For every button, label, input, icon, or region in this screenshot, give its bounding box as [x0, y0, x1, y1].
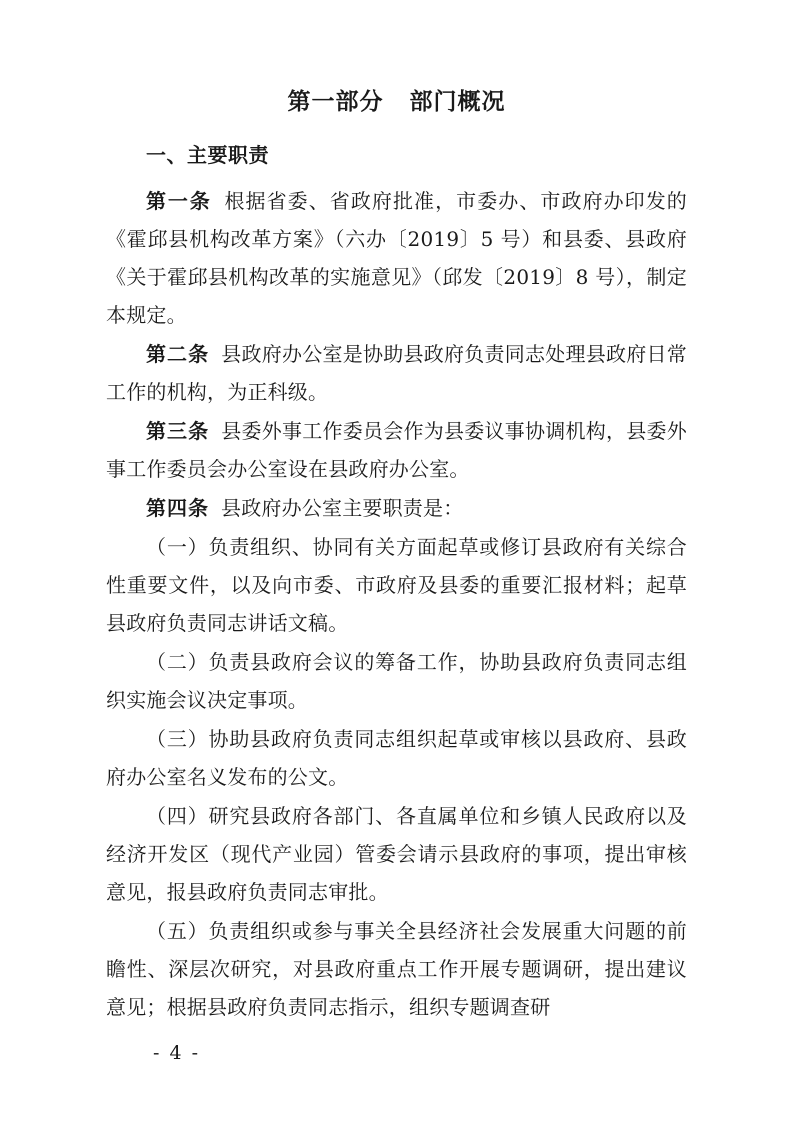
- paragraph-text-4: 县政府办公室主要职责是：: [221, 496, 464, 521]
- paragraph-article-3: [106, 412, 687, 488]
- title-name-label: 部门概况: [409, 88, 506, 115]
- paragraph-item-3: （三）协助县政府负责同志组织起草或审核以县政府、县政府办公室名义发布的公文。: [106, 727, 687, 790]
- section-heading: 一、主要职责: [146, 143, 269, 168]
- paragraph-text-1: 根据省委、省政府批准，市委办、市政府办印发的《霍邱县机构改革方案》（六办〔2019〕5 号）和县委、县政府《关于霍邱县机构改革的实施意见》（邱发〔2019〕8 号），制定本规定。: [106, 189, 687, 328]
- page-title: [106, 86, 687, 118]
- article-label-1: 第一条: [146, 189, 212, 214]
- article-label-2: 第二条: [146, 342, 210, 367]
- paragraph-text-3: 县委外事工作委员会作为县委议事协调机构，县委外事工作委员会办公室设在县政府办公室。: [106, 419, 688, 482]
- article-label-3: 第三条: [146, 419, 210, 444]
- paragraph-article-2: [106, 335, 687, 411]
- paragraph-item-1: （一）负责组织、协同有关方面起草或修订县政府有关综合性重要文件，以及向市委、市政府及县委的重要汇报材料；起草县政府负责同志讲话文稿。: [106, 535, 687, 636]
- paragraph-item-2: （二）负责县政府会议的筹备工作，协助县政府负责同志组织实施会议决定事项。: [106, 650, 687, 713]
- page-number: [0, 1042, 793, 1064]
- paragraph-item-5: （五）负责组织或参与事关全县经济社会发展重大问题的前瞻性、深层次研究，对县政府重点工作开展专题调研，提出建议意见；根据县政府负责同志指示，组织专题调查研: [106, 919, 687, 1020]
- article-label-4: 第四条: [146, 496, 209, 521]
- page-number-value: - 4 -: [152, 1042, 200, 1064]
- title-part-label: 第一部分: [287, 88, 384, 115]
- paragraph-article-1: [106, 182, 687, 334]
- paragraph-item-4: （四）研究县政府各部门、各直属单位和乡镇人民政府以及经济开发区（现代产业园）管委会请示县政府的事项，提出审核意见，报县政府负责同志审批。: [106, 804, 687, 905]
- paragraph-article-4: [106, 489, 687, 527]
- paragraph-text-2: 县政府办公室是协助县政府负责同志处理县政府日常工作的机构，为正科级。: [106, 342, 688, 405]
